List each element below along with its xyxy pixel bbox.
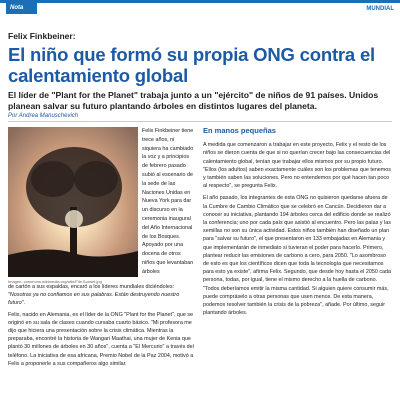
paragraph: A medida que comenzaron a trabajar en este proyecto, Felix y el resto de los niños se dieron cuenta de que si no querían crecer bajo las consecuencias del calentamiento global, tenían que trabajar ellos mismos por su propio futuro. "Ellos (los adultos) saben exactamente cuáles son los problemas que tenemos y también saben las soluciones. Pero no entendemos por qué hacen tan poco al respecto", se pregunta Felix. (203, 142, 391, 190)
headline: El niño que formó su propia ONG contra el calentamiento global (8, 44, 375, 86)
dek: El líder de "Plant for the Planet" trabaja junto a un "ejército" de niños de 91 países. Unidos planean salvar su futuro plantando árboles en distintos lugares del planeta. (8, 90, 379, 111)
paragraph (8, 283, 194, 308)
byline: Por Andrea Manuschevich (8, 113, 79, 119)
left-column-body (8, 283, 194, 371)
photo-credit: Imagen: commons.wikimedia.org/wiki/File:Sunset.jpg (8, 279, 102, 284)
paragraph: El año pasado, los integrantes de esta ONG no quisieron quedarse afuera de la Cumbre de Cambio Climático que se celebró en Cancún. Decidieron dar a conocer su iniciativa, plantando 194 árboles cerca del edificio donde se realizó la conferencia; uno por cada país que asistió al encuentro. Pero las palas y las semillas no son su única actividad. Estos niños también han diseñado un plan para "salvar su futuro", el que presentaron en 133 embajadas en Alemania y que implementarán de inmediato si tuvieran el poder para hacerlo. Primero, plantear reducir las emisiones de carbono a cero, para 2050. "Lo asombroso de esto es que los científicos dicen que toda la tecnología que necesitamos para esto ya existe", afirma Felix. Segundo, que desde hoy hasta el 2050 cada persona, todas, por igual, tiene el mismo derecho a la huella de carbono. "Todos deberíamos emitir la misma cantidad. Si alguien quiere consumir más, puede compráselo a otras personas que usen menos. De esta manera, podemos resolver también la crisis de la pobreza", añade. Por último, seguir plantando árboles. (203, 195, 392, 317)
top-bar (0, 0, 400, 20)
kicker: Felix Finkbeiner: (8, 31, 76, 41)
pull-quote: "Nosotras ya no confiamos en sus palabras. Están destruyendo nuestro futuro". (8, 292, 180, 307)
magazine-label: MUNDIAL (366, 6, 394, 12)
paragraph: Felix, nacido en Alemania, es el líder de la ONG "Plant for the Planet", que se originó en su sala de clases cuando cursaba cuarto básico. "Mi profesora me dijo que hiciera una presentación sobre la crisis climática. Mientras la preparaba, encontré la historia de Wangari Maathai, una mujer de Kenia que plantó 30 millones de árboles en 30 años", cuenta a "El Mercurio" a través del teléfono. La iniciativa de esa africana, Premio Nobel de la Paz 2004, motivó a Felix a proponerle a sus compañeros algo similar. (8, 311, 194, 367)
sunset-tree-image (8, 127, 138, 277)
paragraph-text: de cartón a sus espaldas, encaró a los líderes mundiales diciéndoles: (8, 284, 175, 290)
divider (8, 121, 392, 122)
subheading: En manos pequeñas (203, 126, 276, 135)
intro-side-text: Felix Finkbeiner tiene trece años, ni siquiera ha cambiado la voz y a principios de febrero pasado subió al escenario de la sede de las Naciones Unidas en Nueva York para dar un discurso en la ceremonia inaugural del Año Internacional de los Bosques. Apoyado por una docena de otros niños que levantaban árboles (142, 128, 194, 275)
tree-sunset-photo (8, 127, 138, 277)
section-tag: Nota (6, 3, 37, 14)
right-column (203, 127, 393, 321)
